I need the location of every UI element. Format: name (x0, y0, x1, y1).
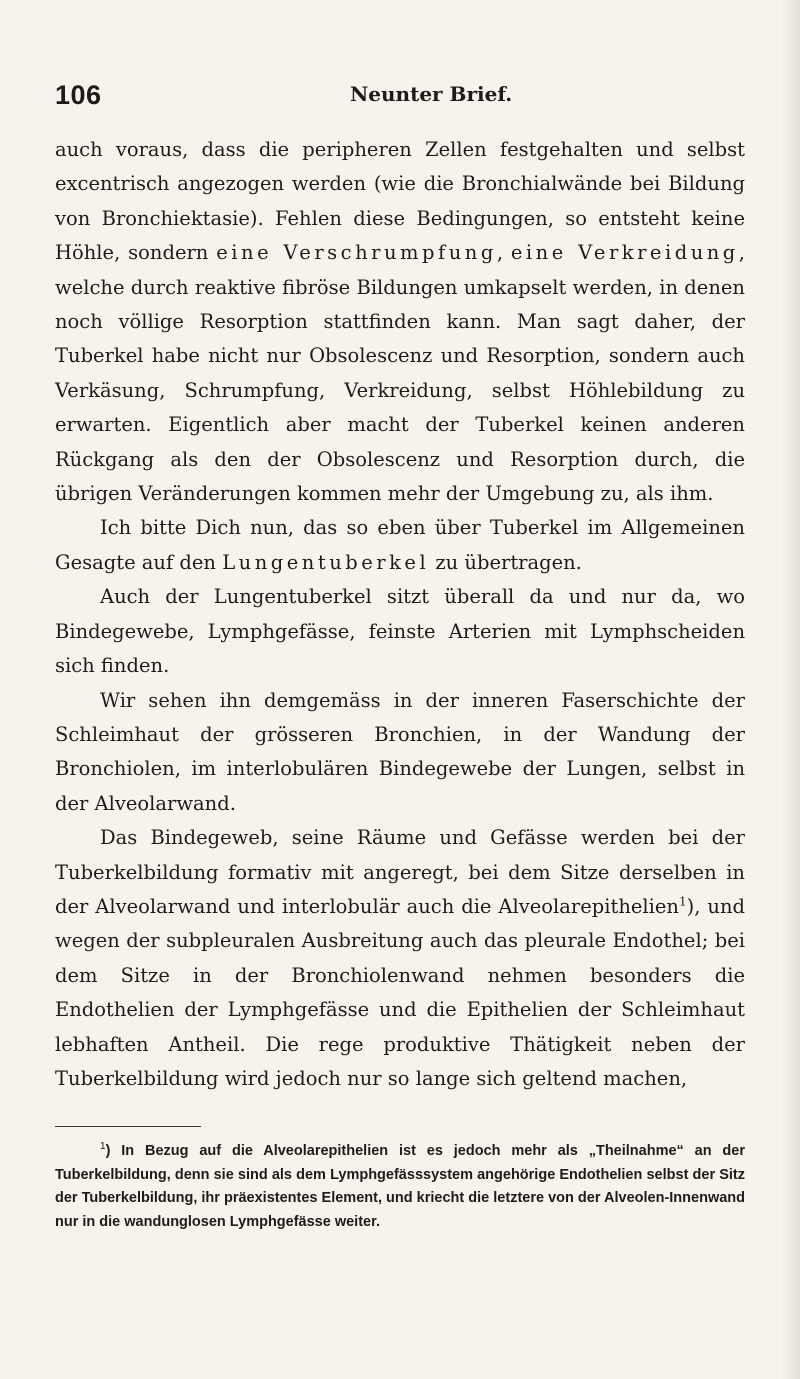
page-edge-shadow (782, 0, 800, 1379)
footnote-reference[interactable]: 1 (679, 894, 687, 909)
footnote-text: ) In Bezug auf die Alveolarepithelien ist es jedoch mehr als „Theilnahme“ an der Tuberkelbildung, denn sie sind als dem Lymphgefässsystem angehörige Endothelien selbst der Sitz der Tuberkelbildung, ihr präexistentes Element, und kriecht die letztere von der Alveolen-Innenwand nur in die wandunglosen Lymphgefässe weiter. (55, 1143, 745, 1230)
page-number: 106 (55, 80, 102, 110)
paragraph-2-text-a: Ich bitte Dich nun, das so eben über Tuberkel im Allgemeinen Gesagte auf den (55, 516, 745, 574)
footnote-divider (55, 1126, 201, 1127)
paragraph-5 (55, 821, 745, 1096)
paragraph-1 (55, 133, 745, 511)
paragraph-1-separator: , (496, 241, 511, 265)
running-title: Neunter Brief. (350, 82, 513, 106)
paragraph-1-text-a: auch voraus, dass die peripheren Zellen festgehalten und selbst excentrisch angezogen werden (wie die Bronchialwände bei Bildung von Bronchiektasie). Fehlen diese Bedingungen, so entsteht keine Höhle, sondern (55, 138, 745, 265)
emphasis-verschrumpfung: eine Verschrumpfung (216, 241, 497, 265)
page-header (55, 80, 745, 120)
paragraph-5-text-a: Das Bindegeweb, seine Räume und Gefässe werden bei der Tuberkelbildung formativ mit angeregt, bei dem Sitze derselben in der Alveolarwand und interlobulär auch die Alveolarepithelien (55, 826, 745, 918)
paragraph-5-text-b: ), und wegen der subpleuralen Ausbreitung auch das pleurale Endothel; bei dem Sitze in der Bronchiolenwand nehmen besonders die Endothelien der Lymphgefässe und die Epithelien der Schleimhaut lebhaften Antheil. Die rege produktive Thätigkeit neben der Tuberkelbildung wird jedoch nur so lange sich geltend machen, (55, 894, 745, 1090)
emphasis-lungentuberkel: Lungentuberkel (222, 550, 430, 574)
paragraph-2-text-b: zu übertragen. (429, 550, 582, 574)
paragraph-2 (55, 511, 745, 580)
paragraph-4: Wir sehen ihn demgemäss in der inneren Faserschichte der Schleimhaut der grösseren Bronchien, in der Wandung der Bronchiolen, im interlobulären Bindegewebe der Lungen, selbst in der Alveolarwand. (55, 688, 745, 815)
emphasis-verkreidung: eine Verkreidung (510, 241, 739, 265)
paragraph-1-text-b: , welche durch reaktive fibröse Bildungen umkapselt werden, in denen noch völlige Resorption stattfinden kann. Man sagt daher, der Tuberkel habe nicht nur Obsolescenz und Resorption, sondern auch Verkäsung, Schrumpfung, Verkreidung, selbst Höhlebildung zu erwarten. Eigentlich aber macht der Tuberkel keinen anderen Rückgang als den der Obsolescenz und Resorption durch, die übrigen Veränderungen kommen mehr der Umgebung zu, als ihm. (55, 241, 745, 506)
main-text (55, 133, 745, 1096)
footnote-marker: 1 (100, 1141, 106, 1153)
footnote (55, 1140, 745, 1234)
paragraph-3: Auch der Lungentuberkel sitzt überall da und nur da, wo Bindegewebe, Lymphgefässe, feinste Arterien mit Lymphscheiden sich finden. (55, 585, 745, 678)
